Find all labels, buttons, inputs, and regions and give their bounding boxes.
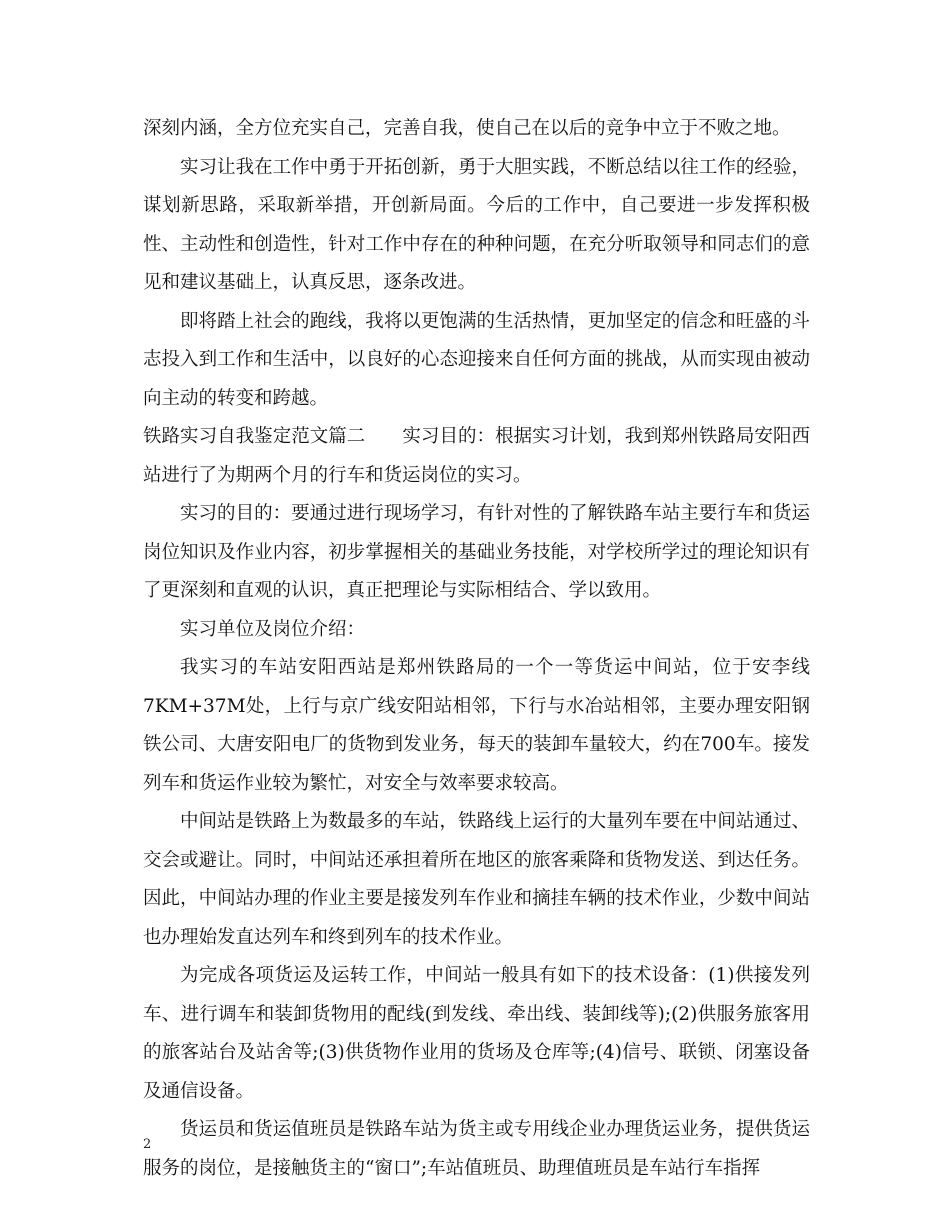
document-body [143, 110, 810, 1188]
page-number: 2 [143, 1137, 152, 1152]
paragraph: 为完成各项货运及运转工作，中间站一般具有如下的技术设备：(1)供接发列车、进行调车和装卸货物用的配线(到发线、牵出线、装卸线等);(2)供服务旅客用的旅客站台及站舍等;(3)供货物作业用的货场及仓库等;(4)信号、联锁、闭塞设备及通信设备。 [143, 965, 810, 1102]
paragraph: 我实习的车站安阳西站是郑州铁路局的一个一等货运中间站，位于安李线7KM+37M处，上行与京广线安阳站相邻，下行与水冶站相邻，主要办理安阳钢铁公司、大唐安阳电厂的货物到发业务，每天的装卸车量较大，约在700车。接发列车和货运作业较为繁忙，对安全与效率要求较高。 [143, 657, 810, 794]
paragraph: 货运员和货运值班员是铁路车站为货主或专用线企业办理货运业务，提供货运服务的岗位，是接触货主的“窗口”;车站值班员、助理值班员是车站行车指挥 [143, 1119, 810, 1179]
paragraph: 即将踏上社会的跑线，我将以更饱满的生活热情，更加坚定的信念和旺盛的斗志投入到工作和生活中，以良好的心态迎接来自任何方面的挑战，从而实现由被动向主动的转变和跨越。 [143, 310, 810, 409]
paragraph: 中间站是铁路上为数最多的车站，铁路线上运行的大量列车要在中间站通过、交会或避让。同时，中间站还承担着所在地区的旅客乘降和货物发送、到达任务。因此，中间站办理的作业主要是接发列车作业和摘挂车辆的技术作业，少数中间站也办理始发直达列车和终到列车的技术作业。 [143, 811, 810, 948]
section-heading-paragraph: 铁路实习自我鉴定范文篇二 实习目的：根据实习计划，我到郑州铁路局安阳西站进行了为期两个月的行车和货运岗位的实习。 [143, 426, 810, 486]
paragraph: 实习让我在工作中勇于开拓创新，勇于大胆实践，不断总结以往工作的经验，谋划新思路，采取新举措，开创新局面。今后的工作中，自己要进一步发挥积极性、主动性和创造性，针对工作中存在的种种问题，在充分听取领导和同志们的意见和建议基础上，认真反思，逐条改进。 [143, 156, 810, 293]
paragraph: 实习的目的：要通过进行现场学习，有针对性的了解铁路车站主要行车和货运岗位知识及作业内容，初步掌握相关的基础业务技能，对学校所学过的理论知识有了更深刻和直观的认识，真正把理论与实际相结合、学以致用。 [143, 503, 810, 601]
paragraph: 实习单位及岗位介绍： [180, 618, 366, 640]
paragraph: 深刻内涵，全方位充实自己，完善自我，使自己在以后的竞争中立于不败之地。 [143, 118, 791, 139]
